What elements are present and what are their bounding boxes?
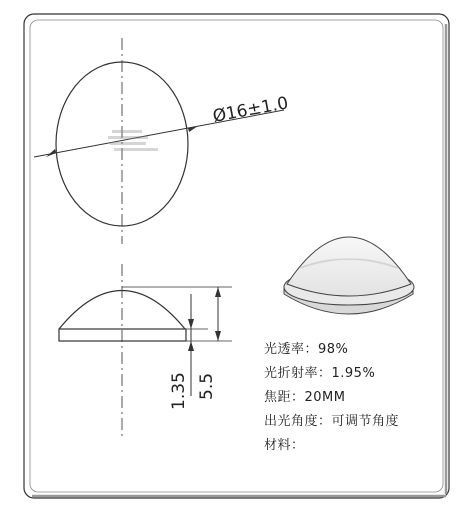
dim-label-outer: 5.5 xyxy=(197,372,217,400)
lens-base xyxy=(59,329,186,341)
diameter-arrow-left xyxy=(46,149,56,157)
lens-3d-render xyxy=(284,237,414,314)
spec-beam-angle: 出光角度：可调节角度 xyxy=(264,414,400,429)
spec-refractive-index: 光折射率：1.95% xyxy=(264,366,376,381)
side-view xyxy=(59,264,232,440)
diameter-label: Ø16±1.0 xyxy=(211,93,290,127)
top-view xyxy=(34,38,284,244)
spec-focal-length: 焦距：20MM xyxy=(264,390,346,405)
spec-material: 材料： xyxy=(264,438,305,453)
spec-transmittance: 光透率：98% xyxy=(264,342,349,357)
watermark xyxy=(108,130,158,151)
dim-label-inner: 1.35 xyxy=(169,372,189,410)
